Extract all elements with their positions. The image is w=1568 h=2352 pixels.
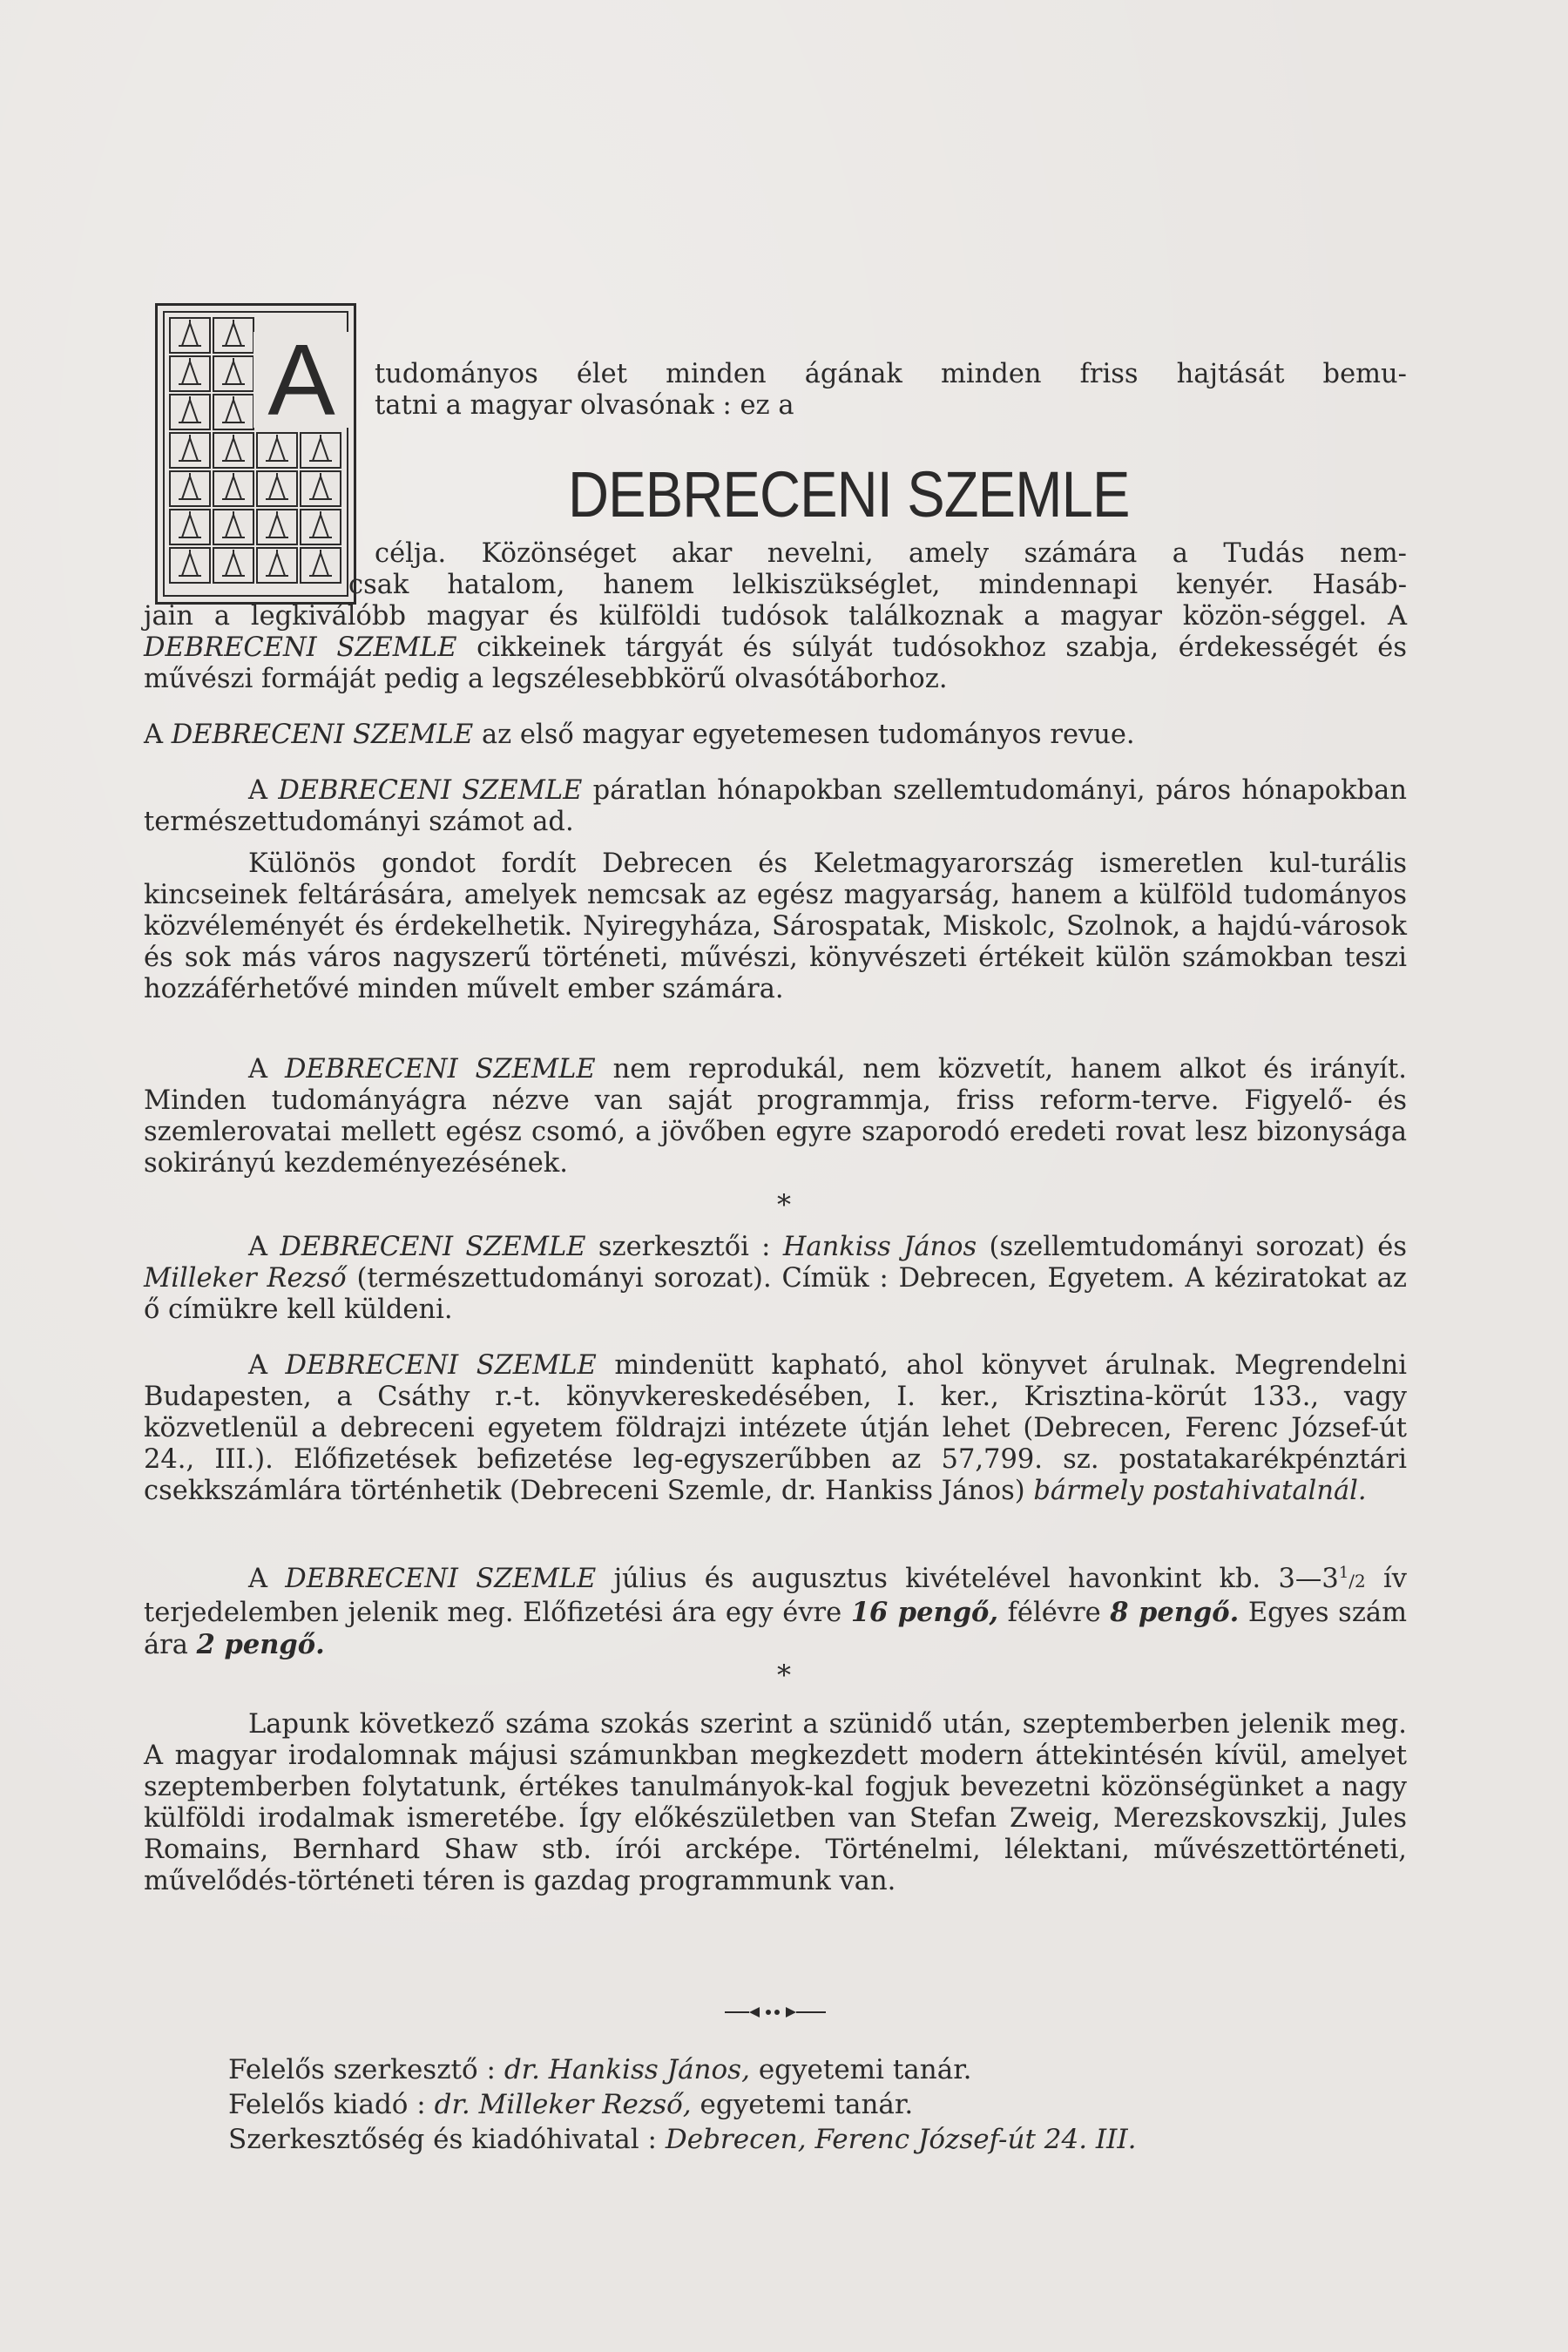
footer-line-office — [228, 2122, 1448, 2157]
p7-d: Egyes szám ára — [144, 1598, 1408, 1661]
p2-title: DEBRECENI SZEMLE — [278, 775, 583, 806]
p2-text — [144, 775, 1407, 838]
intro-rest-c-title: DEBRECENI SZEMLE — [144, 632, 457, 663]
paragraph-3 — [144, 848, 1407, 1005]
footer-line-publisher — [228, 2087, 1448, 2122]
p5-title: DEBRECENI SZEMLE — [280, 1232, 586, 1262]
intro-rest-a — [348, 538, 1407, 601]
footer-editor-name: dr. Hankiss János, — [504, 2054, 750, 2085]
paragraph-1 — [144, 720, 1407, 751]
p7-text — [144, 1558, 1407, 1661]
paragraph-7 — [144, 1558, 1407, 1661]
p2-post: páratlan hónapokban szellemtudományi, páros hónapokban természettudományi számot ad. — [144, 775, 1407, 837]
p6-post: mindenütt kapható, ahol könyvet árulnak. Megrendelni Budapesten, a Csáthy r.-t. könyvkereskedésében, I. ker., Krisztina-körút 133., vagy közvetlenül a debreceni egyetem földrajzi intézete útján lehet (Debrecen, Ferenc József-út 24., III.). Előfizetések befizetése leg-egyszerűbben az 57,799. sz. postatakarékpénztári csekkszámlára történhetik (Debreceni Szemle, dr. Hankiss János) — [144, 1350, 1407, 1506]
footer-editor-label: Felelős szerkesztő : — [228, 2054, 496, 2085]
imprint-footer — [228, 2052, 1448, 2157]
p5-editor2: Milleker Rezső — [144, 1263, 347, 1294]
paragraph-8 — [144, 1709, 1407, 1897]
p3-text: Különös gondot fordít Debrecen és Keletmagyarország ismeretlen kul-turális kincseinek feltárására, amelyek nemcsak az egész magyarság, hanem a külföld tudományos közvéleményét és érdekelhetik. Nyiregyháza, Sárospatak, Miskolc, Szolnok, a hajdú-városok és sok más város nagyszerű történeti, művészi, könyvészeti értékeit külön számokban teszi hozzáférhetővé minden művelt ember számára. — [144, 848, 1407, 1004]
p5-text — [144, 1232, 1407, 1326]
p5-post: (természettudományi sorozat). Címük : Debrecen, Egyetem. A kéziratokat az ő címükre kell küldeni. — [144, 1263, 1407, 1325]
paragraph-5 — [144, 1232, 1407, 1326]
p7-a: július és augusztus kivételével havonkint kb. 3—3 — [613, 1564, 1339, 1595]
p1-pre: A — [144, 720, 164, 750]
p6-title: DEBRECENI SZEMLE — [285, 1350, 597, 1381]
p5-pre: A — [248, 1232, 268, 1262]
decorative-initial — [155, 303, 356, 605]
intro-rest-c-end: cikkeinek tárgyát és súlyát tudósokhoz szabja, érdekességét és művészi formáját pedig a legszélesebbkörű olvasótáborhoz. — [144, 632, 1407, 694]
intro-line-b: tatni a magyar olvasónak : ez a — [375, 390, 794, 421]
intro-rest-line-a: célja. Közönséget akar nevelni, amely számára a Tudás nem- — [375, 538, 1407, 569]
p8-text: Lapunk következő száma szokás szerint a szünidő után, szeptemberben jelenik meg. A magyar irodalomnak májusi számunkban megkezdett modern áttekintésén kívül, amelyet szeptemberben folytatunk, értékes tanulmányok-kal fogjuk bevezetni közönségünket a nagy külföldi irodalmak ismeretébe. Így előkészületben van Stefan Zweig, Merezskovszkij, Jules Romains, Bernhard Shaw stb. írói arcképe. Történelmi, lélektani, művészettörténeti, művelődés-történeti téren is gazdag programmunk van. — [144, 1709, 1407, 1896]
p4-post: nem reprodukál, nem közvetít, hanem alkot és irányít. Minden tudományágra nézve van saját programmja, friss reform-terve. Figyelő- és szemlerovatai mellett egész csomó, a jövőben egyre szaporodó eredeti rovat lesz bizonysága sokirányú kezdeményezésének. — [144, 1054, 1408, 1179]
paragraph-4 — [144, 1054, 1407, 1179]
intro-top-lines — [375, 359, 1407, 422]
intro-rest-line-c — [144, 601, 1407, 695]
footer-line-editor — [228, 2052, 1448, 2087]
p7-price3: 2 pengő. — [196, 1629, 325, 1661]
ornament-divider-icon — [723, 2004, 828, 2021]
p7-price2: 8 pengő. — [1110, 1597, 1240, 1629]
p6-text — [144, 1350, 1407, 1507]
p4-title: DEBRECENI SZEMLE — [284, 1054, 596, 1085]
p5-mid2: (szellemtudományi sorozat) és — [989, 1232, 1407, 1262]
footer-office-value: Debrecen, Ferenc József-út 24. III. — [665, 2124, 1137, 2155]
p1-title: DEBRECENI SZEMLE — [171, 720, 474, 750]
section-star-1: * — [777, 1188, 791, 1221]
p1-post: az első magyar egyetemesen tudományos revue. — [481, 720, 1135, 750]
p5-mid1: szerkesztői : — [598, 1232, 771, 1262]
p7-sup: 1 — [1338, 1564, 1349, 1582]
p7-price1: 16 pengő, — [850, 1597, 998, 1629]
footer-publisher-role: egyetemi tanár. — [700, 2089, 914, 2120]
p4-text — [144, 1054, 1407, 1179]
footer-publisher-label: Felelős kiadó : — [228, 2089, 426, 2120]
footer-publisher-name: dr. Milleker Rezső, — [434, 2089, 692, 2120]
intro-rest-c-text: jain a legkiválóbb magyar és külföldi tudósok találkoznak a magyar közön-séggel. A — [144, 601, 1407, 632]
p6-tail: bármely postahivatalnál. — [1033, 1476, 1367, 1506]
p5-editor1: Hankiss János — [782, 1232, 977, 1262]
initial-letter: A — [253, 332, 349, 428]
footer-editor-role: egyetemi tanár. — [758, 2054, 972, 2085]
p4-pre: A — [248, 1054, 268, 1085]
p7-c: félévre — [1007, 1598, 1101, 1629]
section-star-2: * — [777, 1659, 791, 1692]
p7-frac: /2 — [1348, 1571, 1366, 1592]
title-headline: DEBRECENI SZEMLE — [568, 458, 1130, 531]
p2-pre: A — [248, 775, 268, 806]
p7-pre: A — [248, 1564, 268, 1595]
intro-paragraph — [144, 601, 1407, 695]
footer-office-label: Szerkesztőség és kiadóhivatal : — [228, 2124, 658, 2155]
paragraph-2 — [144, 775, 1407, 838]
p7-title: DEBRECENI SZEMLE — [285, 1564, 597, 1595]
p7-b: ív terjedelemben jelenik meg. Előfizetési ára egy évre — [144, 1564, 1407, 1629]
intro-line-a: tudományos élet minden ágának minden friss hajtását bemu- — [375, 359, 1407, 389]
paragraph-6 — [144, 1350, 1407, 1507]
p6-pre: A — [248, 1350, 268, 1381]
intro-rest-line-b: csak hatalom, hanem lelkiszükséglet, mindennapi kenyér. Hasáb- — [348, 570, 1407, 600]
p1-text — [144, 720, 1407, 751]
